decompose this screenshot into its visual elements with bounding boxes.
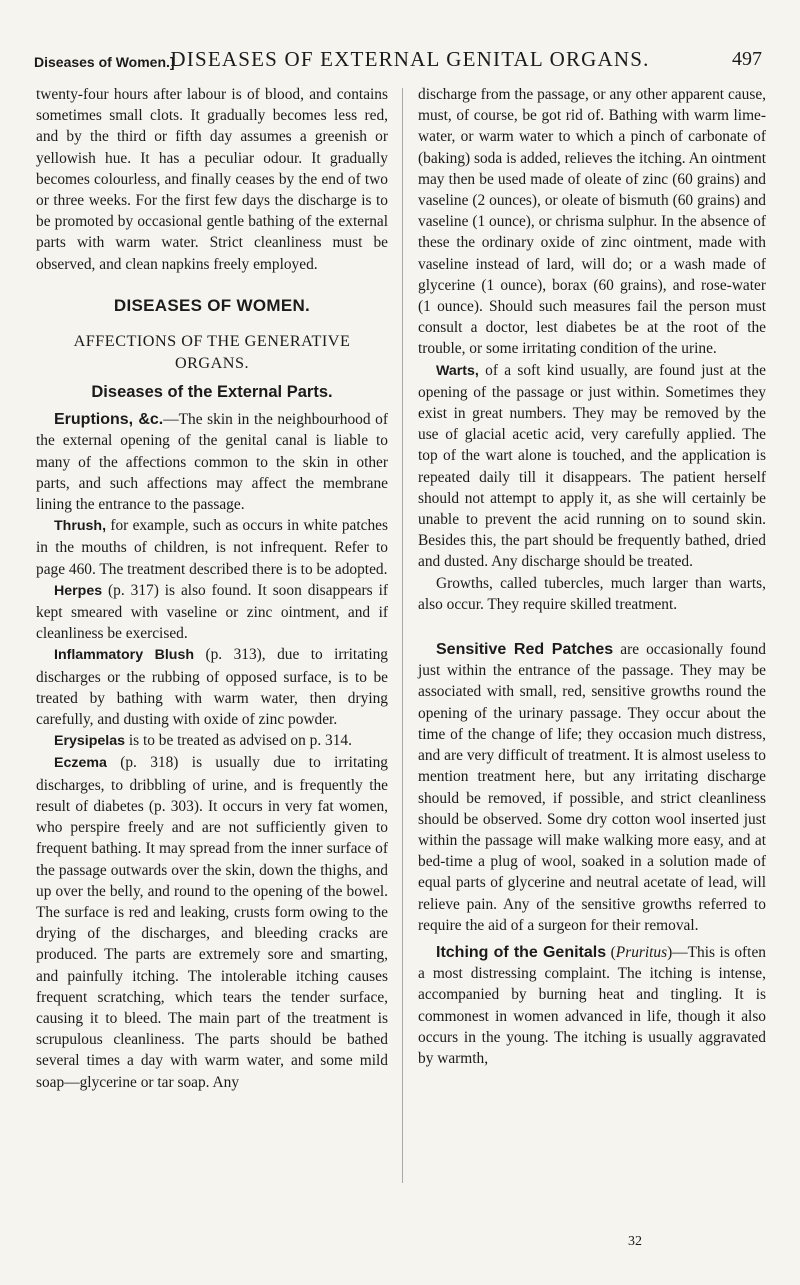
blush-text: (p. 313), due to irritating discharges or the rubbing of opposed surface, is to be treated by bathing with warm water, then drying carefully, and dusting with oxide of zinc powder. — [36, 646, 388, 729]
subheading — [36, 330, 388, 374]
itching-title: Itching of the Genitals — [436, 943, 607, 961]
continuation-paragraph: discharge from the passage, or any other apparent cause, must, of course, be got rid of. Bathing with warm lime-water, or warm water to which a pinch of carbonate of (baking) soda is added, relieves the itching. An ointment may then be used made of oleate of zinc (60 grains) and vaseline (2 ounces), or oleate of bismuth (60 grains) and vaseline (1 ounce), or chrisma sulphur. In the absence of these the ordinary oxide of zinc ointment, made with vaseline instead of lard, will do; or a wash made of glycerine (1 ounce), borax (60 grains), and rose-water (1 ounce). Should such measures fail the person must consult a doctor, lest diabetes be at the root of the trouble, or some irritating condition of the urine. — [418, 86, 766, 358]
page-header — [34, 46, 762, 76]
subheading-line: AFFECTIONS OF THE GENERATIVE — [73, 332, 351, 351]
growths-paragraph: Growths, called tubercles, much larger than warts, also occur. They require skilled treatment. — [418, 574, 766, 613]
warts-paragraph — [418, 360, 766, 573]
sensitive-text: are occasionally found just within the entrance of the passage. They may be associated with small, red, sensitive growths round the opening of the urinary passage. They occur about the time of the change of life; they occasion much distress, and are very difficult of treatment. It is almost useless to mention treatment here, but any irritating discharge should be removed, if possible, and strict cleanliness should be observed. Some dry cotton wool inserted just within the passage will make walking more easy, and at bed-time a plug of wool, soaked in a solution made of equal parts of glycerine and neutral acetate of lead, will relieve pain. Any of the sensitive growths referred to require the aid of a surgeon for their removal. — [418, 641, 766, 934]
subheading-line: ORGANS. — [174, 354, 250, 373]
eruptions-text: —The skin in the neighbourhood of the external opening of the genital canal is liable to many of the affections common to the skin in other parts, and such affections may affect the membrane lining the entrance to the passage. — [36, 411, 389, 514]
itching-latin: Pruritus — [615, 943, 668, 961]
opening-paragraph: twenty-four hours after labour is of blood, and contains sometimes small clots. It gradually becomes less red, and by the third or fifth day assumes a greenish or yellowish hue. It has a peculiar odour. It gradually becomes colourless, and finally ceases by the end of two or three weeks. For the first few days the discharge is to be promoted by occasional gentle bathing of the external parts with warm water. Strict cleanliness must be observed, and clean napkins freely employed. — [36, 86, 388, 273]
running-head: Diseases of Women.] — [34, 54, 175, 70]
itching-paragraph: Itching of the Genitals (Pruritus)—This is often a most distressing complaint. The itching is intense, accompanied by burning heat and tingling. It is commonest in women advanced in life, though it also occurs in the young. The itching is usually aggravated by warmth, — [418, 943, 766, 1067]
herpes-paragraph — [36, 580, 388, 645]
column-divider — [402, 88, 403, 1183]
parts-heading: Diseases of the External Parts. — [91, 383, 333, 402]
thrush-title: Thrush, — [54, 518, 107, 535]
herpes-text: (p. 317) is also found. It soon disappears if kept smeared with vaseline or zinc ointment, and if cleanliness be exercised. — [36, 581, 388, 643]
eruptions-paragraph — [36, 409, 388, 515]
thrush-text: for example, such as occurs in white patches in the mouths of children, is not infrequent. Refer to page 460. The treatment described there is to be adopted. — [36, 517, 388, 578]
left-column — [36, 84, 388, 1093]
blush-title: Inflammatory Blush — [54, 647, 195, 664]
eczema-text: (p. 318) is usually due to irritating discharges, to dribbling of urine, and is frequently the result of diabetes (p. 303). It occurs in very fat women, who perspire freely and are not sufficiently given to frequent bathing. It may spread from the inner surface of the passage outwards over the skin, down the thighs, and up over the belly, and round to the opening of the bowel. The surface is red and leaking, crusts form owing to the drying of the discharges, and bleeding cracks are produced. The parts are extremely sore and smarting, and painfully itching. The intolerable itching causes frequent scratching, which tears the tender surface, causing it to bleed. The main part of the treatment is scrupulous cleanliness. The parts should be bathed several times a day with warm water, and some mild soap—glycerine or tar soap. Any — [36, 754, 388, 1091]
thrush-paragraph — [36, 515, 388, 580]
page-title: DISEASES OF EXTERNAL GENITAL ORGANS. — [170, 47, 650, 71]
section-heading: DISEASES OF WOMEN. — [113, 295, 311, 315]
itching-text: —This is often a most distressing complaint. The itching is intense, accompanied by burning heat and tingling. It is commonest in women advanced in life, though it also occurs in the young. The itching is usually aggravated by warmth, — [418, 943, 766, 1067]
eczema-title: Eczema — [54, 755, 107, 772]
page-number: 497 — [732, 48, 762, 70]
eczema-paragraph — [36, 752, 388, 1092]
sensitive-paragraph — [418, 639, 766, 936]
right-column — [418, 84, 766, 1069]
blush-paragraph — [36, 644, 388, 730]
warts-text: of a soft kind usually, are found just at the opening of the passage or just within. Sometimes they exist in great numbers. They may be removed by the use of glacial acetic acid, very carefully applied. The top of the wart alone is touched, and the application is repeated daily till it disappears. The patient herself should not attempt to apply it, as she will certainly be unable to prevent the acid running on to sound skin. Besides this, the part should be frequently bathed, dried and dusted. Any discharge should be treated. — [418, 361, 766, 571]
erysipelas-paragraph — [36, 730, 388, 752]
eruptions-title: Eruptions, &c. — [54, 411, 164, 429]
signature-mark: 32 — [628, 1234, 642, 1249]
herpes-title: Herpes — [54, 582, 103, 599]
erysipelas-title: Erysipelas — [54, 733, 125, 750]
sensitive-title: Sensitive Red Patches — [436, 641, 614, 659]
erysipelas-text: is to be treated as advised on p. 314. — [125, 732, 352, 750]
warts-title: Warts, — [436, 362, 479, 379]
